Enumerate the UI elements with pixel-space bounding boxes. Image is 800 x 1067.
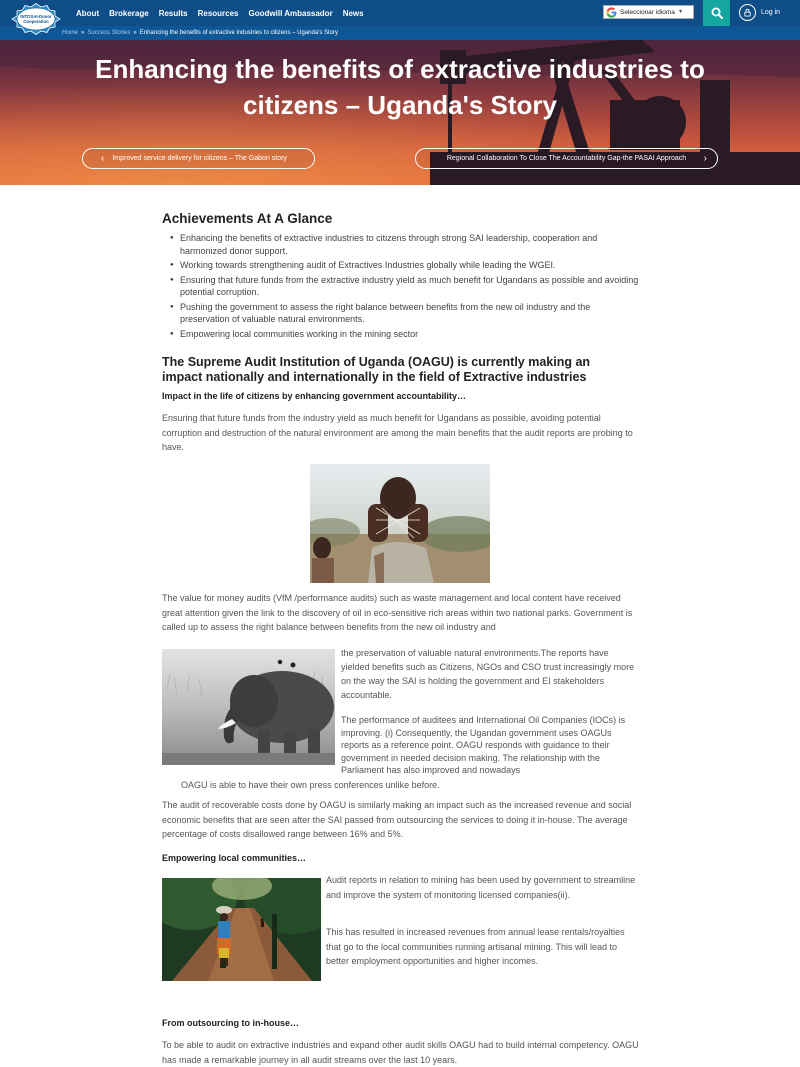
previous-story-button[interactable]: [82, 148, 315, 169]
breadcrumb-success-stories[interactable]: Success Stories: [87, 30, 131, 36]
nav-resources[interactable]: Resources: [197, 8, 239, 18]
logo-text: INTOSAI-Donor Cooperation: [20, 14, 52, 24]
dropdown-arrow-icon: ▼: [677, 9, 684, 15]
breadcrumb-current: Enhancing the benefits of extractive industries to citizens – Uganda's Story: [139, 30, 338, 36]
hero-banner: [0, 40, 800, 185]
breadcrumb-separator: »: [81, 30, 85, 36]
nav-news[interactable]: News: [342, 8, 364, 18]
language-select-label: Seleccionar idioma: [620, 8, 675, 16]
login-link[interactable]: [739, 4, 780, 21]
main-heading: The Supreme Audit Institution of Uganda (OAGU) is currently making an impact nationally and internationally in the field of Extractive industries: [162, 355, 591, 384]
paragraph: To be able to audit on extractive industries and expand other audit skills OAGU had to build internal competency. OAGU has made a remarkable journey in all audit streams over the last 10 years.: [162, 1040, 639, 1065]
paragraph: The performance of auditees and International Oil Companies (IOCs) is improving. (i) Consequently, the Ugandan government uses OAGUs reports as a reference point. OAGU responds with guidance to their government in needed decision making. The relationship with the Parliament has also improved and nowadays: [341, 715, 626, 776]
paragraph: OAGU is able to have their own press conferences unlike before.: [181, 780, 440, 790]
chevron-right-icon: ›: [703, 152, 707, 164]
paragraph: the preservation of valuable natural environments.The reports have yielded benefits such as Citizens, NGOs and CSO trust increasingly more on the way the SAI is holding the government and EI stakeholders accountable.: [341, 648, 635, 700]
site-logo[interactable]: [10, 3, 62, 35]
next-story-button[interactable]: [415, 148, 718, 169]
paragraph: This has resulted in increased revenues from annual lease rentals/royalties that go to the local communities running artisanal mining. This will lead to better employment opportunities and higher incomes.: [326, 927, 625, 966]
nav-brokerage[interactable]: Brokerage: [109, 8, 149, 18]
impact-subheading: Impact in the life of citizens by enhancing government accountability…: [162, 391, 467, 401]
chevron-left-icon: ‹: [101, 152, 105, 164]
nav-goodwill-ambassador[interactable]: Goodwill Ambassador: [248, 8, 333, 18]
list-item: ● Ensuring that future funds from the extractive industry yield as much benefit for Ugandans as possible and avoiding potential corruption.: [162, 274, 640, 299]
list-item: ● Enhancing the benefits of extractive industries to citizens through strong SAI leadership, cooperation and harmonized donor support.: [162, 232, 640, 257]
main-heading-block: [162, 355, 632, 402]
elephant-photo: [162, 649, 335, 765]
nav-about[interactable]: About: [76, 8, 100, 18]
main-nav: [76, 0, 364, 26]
lock-icon: [739, 4, 756, 21]
list-item: ● Empowering local communities working in the mining sector: [162, 328, 640, 341]
communities-subheading: Empowering local communities…: [162, 853, 307, 863]
top-navigation-bar: [0, 0, 800, 26]
google-icon: [606, 7, 617, 18]
login-label: Log in: [761, 9, 781, 16]
breadcrumb: [0, 26, 800, 40]
paragraph: The audit of recoverable costs done by OAGU is similarly making an impact such as the increased revenue and social economic benefits that are seen after the SAI passed from outsourcing the services to doing it in-house. The average percentage of costs disallowed range between 16% and 5%.: [162, 800, 632, 839]
achievements-heading: Achievements At A Glance: [162, 211, 333, 226]
paragraph: Audit reports in relation to mining has been used by government to streamline and improve the system of monitoring licensed companies(ii).: [326, 875, 636, 900]
search-button[interactable]: [703, 0, 730, 26]
search-icon: [711, 7, 723, 19]
list-item: ● Working towards strengthening audit of Extractives Industries globally while leading the WGEI.: [162, 259, 640, 272]
paragraph: The value for money audits (VfM /performance audits) such as waste management and local content have received great attention given the link to the discovery of oil in eco-sensitive rich areas within two national parks. Government is called up to assess the right balance between benefits from the new oil industry and: [162, 593, 633, 632]
outsourcing-subheading: From outsourcing to in-house…: [162, 1018, 299, 1028]
nav-results[interactable]: Results: [158, 8, 188, 18]
list-item: ● Pushing the government to assess the right balance between benefits from the new oil industry and the preservation of valuable natural environments.: [162, 301, 640, 326]
breadcrumb-separator: »: [133, 30, 137, 36]
achievements-section: [162, 211, 640, 342]
achievements-list: [162, 232, 640, 340]
paragraph: Ensuring that future funds from the industry yield as much benefit for Ugandans as possible, avoiding potential corruption and destruction of the natural environment are among the main benefits that the audit reports are probing to have.: [162, 413, 633, 452]
language-select[interactable]: [603, 5, 694, 19]
child-string-game-photo: [310, 464, 490, 583]
woman-walking-forest-road-photo: [162, 878, 321, 981]
breadcrumb-home[interactable]: Home: [62, 30, 79, 36]
next-story-label: Regional Collaboration To Close The Accountability Gap-the PASAI Approach: [446, 155, 687, 162]
page-title: Enhancing the benefits of extractive industries to citizens – Uganda's Story: [95, 54, 705, 120]
previous-story-label: Improved service delivery for citizens – The Gabon story: [112, 155, 287, 162]
